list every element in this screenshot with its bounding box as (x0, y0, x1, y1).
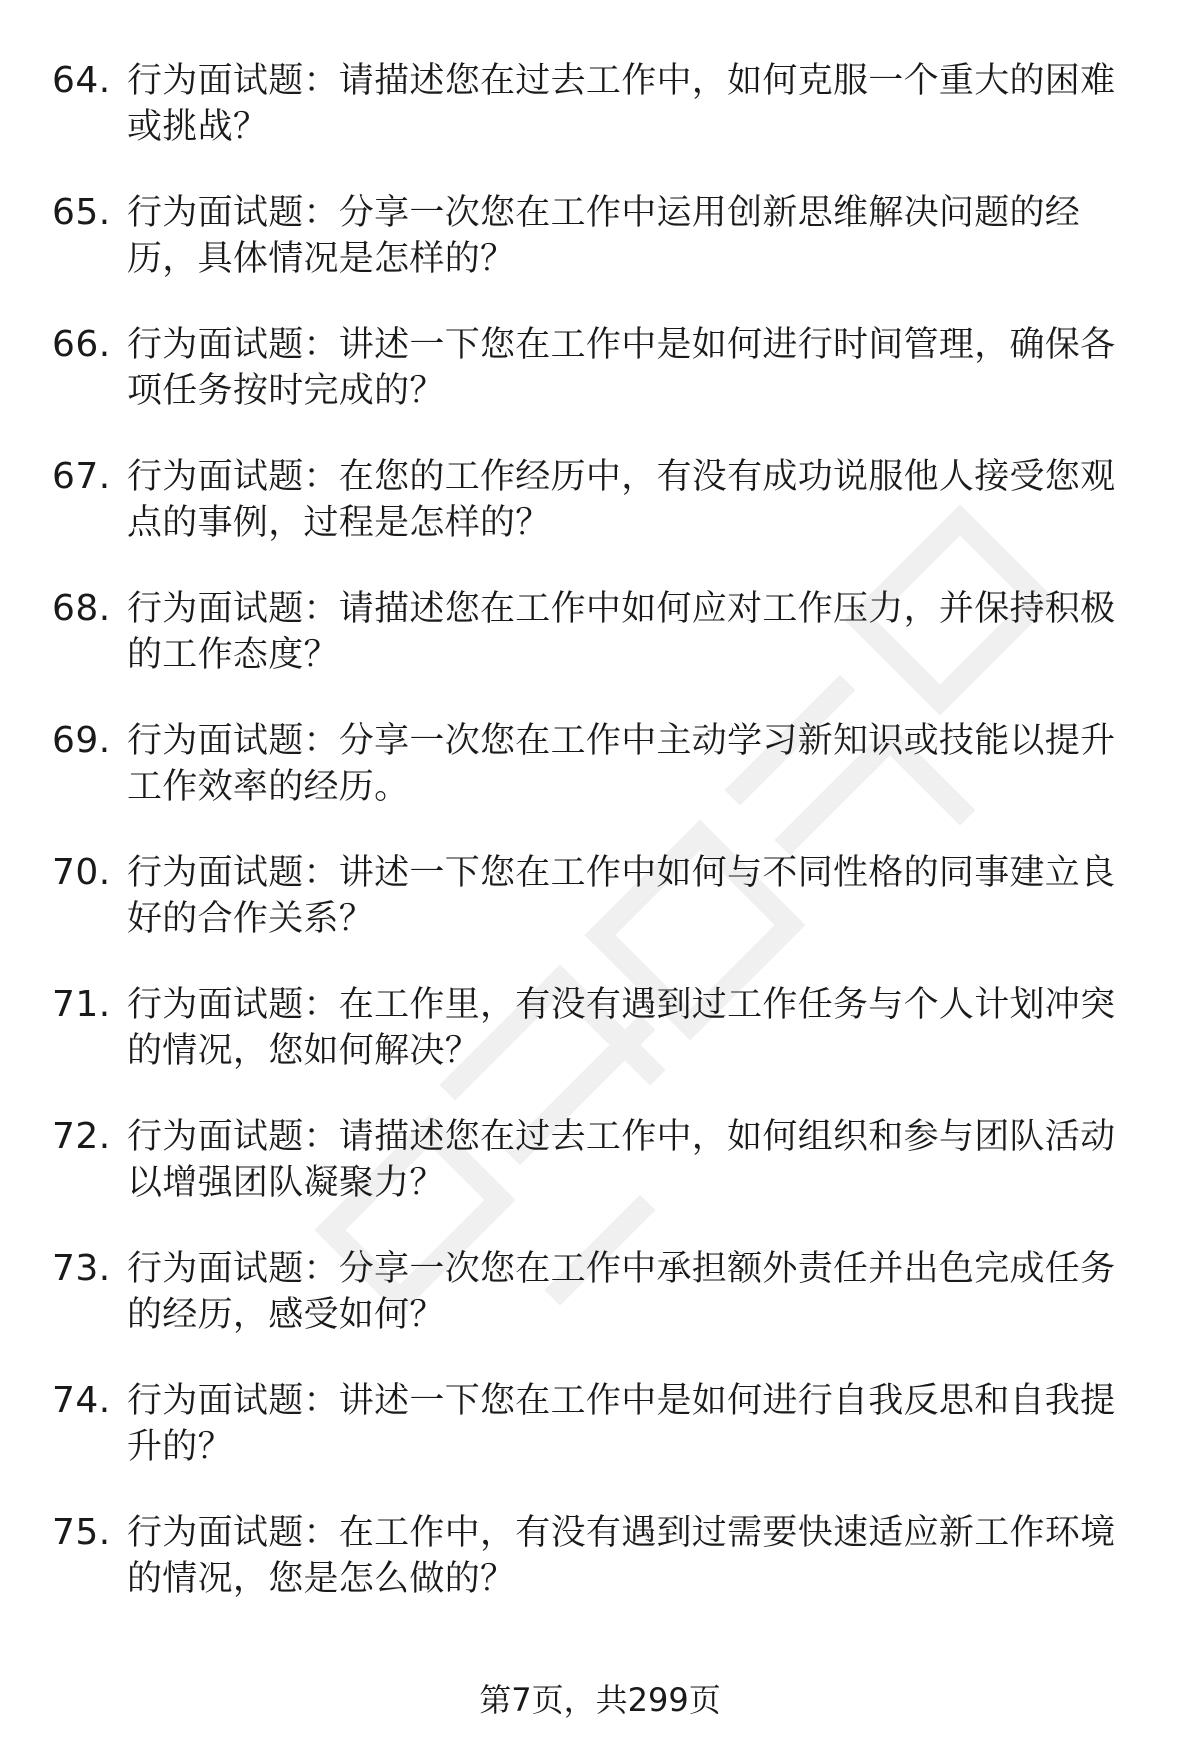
question-number: 75. (52, 1512, 111, 1553)
question-line: 历，具体情况是怎样的？ (127, 239, 516, 279)
question-text (127, 1246, 1142, 1338)
question-number: 68. (52, 588, 111, 629)
question-text (127, 1378, 1142, 1470)
question-line: 的工作态度？ (127, 635, 339, 675)
question-item-73 (0, 1246, 1200, 1378)
question-line: 行为面试题：请描述您在工作中如何应对工作压力，并保持积极 (127, 589, 1116, 629)
question-number: 71. (52, 984, 111, 1025)
question-line: 行为面试题：在您的工作经历中，有没有成功说服他人接受您观 (127, 457, 1116, 497)
question-number: 72. (52, 1116, 111, 1157)
question-item-66 (0, 322, 1200, 454)
question-text (127, 718, 1142, 810)
question-line: 行为面试题：分享一次您在工作中运用创新思维解决问题的经 (127, 193, 1081, 233)
question-text (127, 1114, 1142, 1206)
question-number: 67. (52, 456, 111, 497)
question-number: 74. (52, 1380, 111, 1421)
question-item-70 (0, 850, 1200, 982)
question-line: 的情况，您如何解决？ (127, 1031, 481, 1071)
question-line: 行为面试题：讲述一下您在工作中如何与不同性格的同事建立良 (127, 853, 1116, 893)
question-line: 行为面试题：在工作中，有没有遇到过需要快速适应新工作环境 (127, 1513, 1116, 1553)
question-line: 工作效率的经历。 (127, 767, 410, 807)
question-number: 64. (52, 60, 111, 101)
question-line: 行为面试题：请描述您在过去工作中，如何组织和参与团队活动 (127, 1117, 1116, 1157)
question-number: 70. (52, 852, 111, 893)
question-line: 行为面试题：讲述一下您在工作中是如何进行时间管理，确保各 (127, 325, 1116, 365)
question-text (127, 1510, 1142, 1602)
question-number: 69. (52, 720, 111, 761)
question-item-64 (0, 58, 1200, 190)
question-line: 或挑战？ (127, 107, 269, 147)
question-text (127, 982, 1142, 1074)
question-line: 行为面试题：讲述一下您在工作中是如何进行自我反思和自我提 (127, 1381, 1116, 1421)
question-line: 以增强团队凝聚力？ (127, 1163, 445, 1203)
question-number: 66. (52, 324, 111, 365)
question-line: 行为面试题：在工作里，有没有遇到过工作任务与个人计划冲突 (127, 985, 1116, 1025)
question-item-69 (0, 718, 1200, 850)
question-text (127, 190, 1142, 282)
question-item-72 (0, 1114, 1200, 1246)
question-item-67 (0, 454, 1200, 586)
question-item-68 (0, 586, 1200, 718)
question-line: 项任务按时完成的？ (127, 371, 445, 411)
question-line: 的经历，感受如何？ (127, 1295, 445, 1335)
question-item-65 (0, 190, 1200, 322)
question-text (127, 586, 1142, 678)
question-text (127, 58, 1142, 150)
question-line: 点的事例，过程是怎样的？ (127, 503, 551, 543)
question-item-74 (0, 1378, 1200, 1510)
question-line: 行为面试题：请描述您在过去工作中，如何克服一个重大的困难 (127, 61, 1116, 101)
question-line: 升的？ (127, 1427, 233, 1467)
question-line: 好的合作关系？ (127, 899, 375, 939)
question-text (127, 322, 1142, 414)
question-text (127, 454, 1142, 546)
question-number: 73. (52, 1248, 111, 1289)
question-item-71 (0, 982, 1200, 1114)
question-item-75 (0, 1510, 1200, 1642)
page-footer (0, 1680, 1200, 1720)
question-number: 65. (52, 192, 111, 233)
question-list (0, 58, 1200, 1642)
question-text (127, 850, 1142, 942)
question-line: 的情况，您是怎么做的？ (127, 1559, 516, 1599)
question-line: 行为面试题：分享一次您在工作中承担额外责任并出色完成任务 (127, 1249, 1116, 1289)
question-line: 行为面试题：分享一次您在工作中主动学习新知识或技能以提升 (127, 721, 1116, 761)
page-number-label: 第7页，共299页 (479, 1681, 721, 1719)
